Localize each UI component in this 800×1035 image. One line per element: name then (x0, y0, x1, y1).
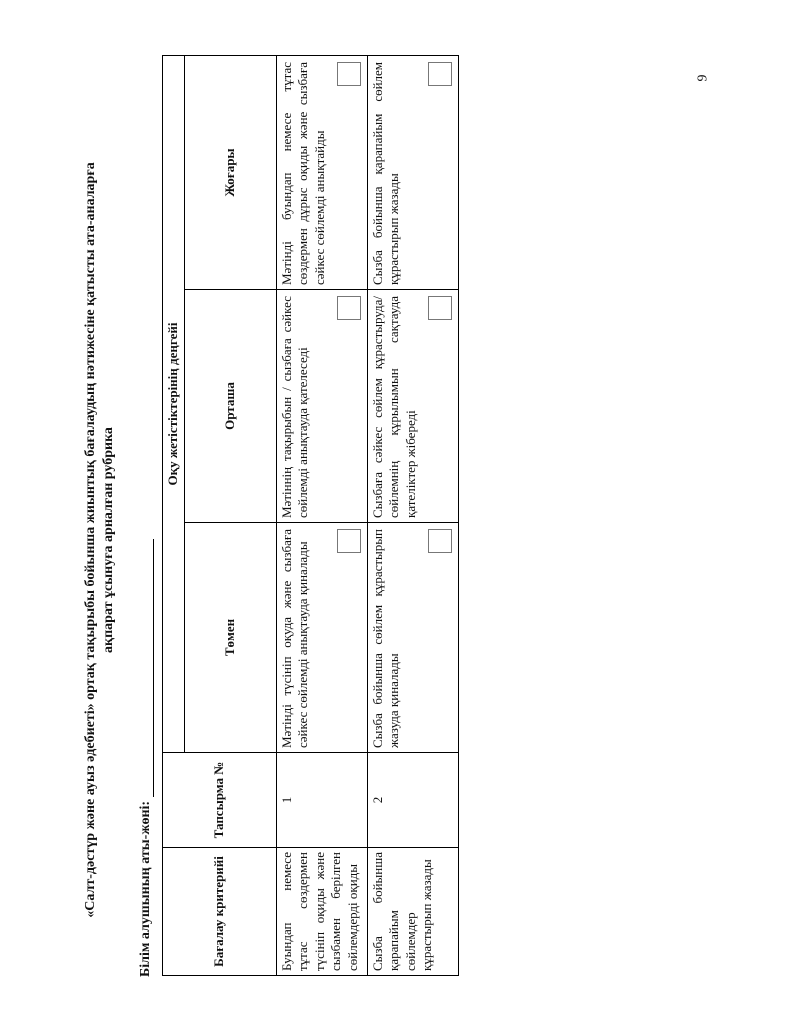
header-task-number: Тапсырма № (163, 753, 277, 848)
high-level-text: Мәтінді буындап немесе тұтас сөздермен дұрыс оқиды және сызбаға сәйкес сөйлемді анықтайды (278, 61, 327, 285)
high-level-cell (367, 55, 458, 289)
header-low: Төмен (184, 523, 276, 753)
header-achievement-level: Оқу жетістіктерінің деңгейі (163, 55, 185, 752)
student-name-label: Білім алушының аты-жөні: (138, 800, 153, 977)
header-high: Жоғары (184, 55, 276, 289)
page-number: 9 (695, 74, 711, 82)
high-level-cell (276, 55, 367, 289)
mid-level-cell (276, 290, 367, 523)
low-level-text: Сызба бойынша сөйлем құрастырып жазуда қиналады (369, 529, 401, 748)
mid-level-cell (367, 290, 458, 523)
low-level-cell (367, 523, 458, 753)
checkbox[interactable] (337, 62, 361, 86)
low-level-text: Мәтінді түсініп оқуда және сызбаға сәйкес сөйлемді анықтауда қиналады (278, 529, 310, 748)
table-row (276, 55, 367, 975)
checkbox[interactable] (428, 529, 452, 553)
rubric-table (162, 55, 459, 976)
checkbox[interactable] (337, 529, 361, 553)
criteria-cell: Буындап немесе тұтас сөздермен түсініп оқиды және сызбамен берілген сөйлемдерді оқиды (276, 848, 367, 976)
checkbox[interactable] (337, 296, 361, 320)
document-title: «Салт-дәстүр және ауыз әдебиеті» ортақ тақырыбы бойынша жиынтық бағалаудың нәтижесіне қатысты ата-аналарға ақпарат ұсынуға арналған рубрика (83, 162, 116, 918)
low-level-cell (276, 523, 367, 753)
table-row (367, 55, 458, 975)
criteria-cell: Сызба бойынша қарапайым сөйлемдер құрастырып жазады (367, 848, 458, 976)
checkbox[interactable] (428, 62, 452, 86)
student-name-line (139, 539, 154, 797)
checkbox[interactable] (428, 296, 452, 320)
task-number-cell: 2 (367, 753, 458, 848)
student-name-field (138, 539, 154, 977)
mid-level-text: Мәтіннің тақырыбын / сызбаға сәйкес сөйлемді анықтауда қателеседі (278, 296, 310, 518)
task-number-cell: 1 (276, 753, 367, 848)
header-criteria: Бағалау критерийі (163, 848, 277, 976)
header-mid: Орташа (184, 290, 276, 523)
high-level-text: Сызба бойынша қарапайым сөйлем құрастырып жазады (369, 61, 401, 285)
mid-level-text: Сызбаға сәйкес сөйлем құрастыруда/ сөйлемнің құрылымын сақтауда қателіктер жібереді (369, 296, 418, 518)
table-header-row-1 (163, 55, 185, 975)
